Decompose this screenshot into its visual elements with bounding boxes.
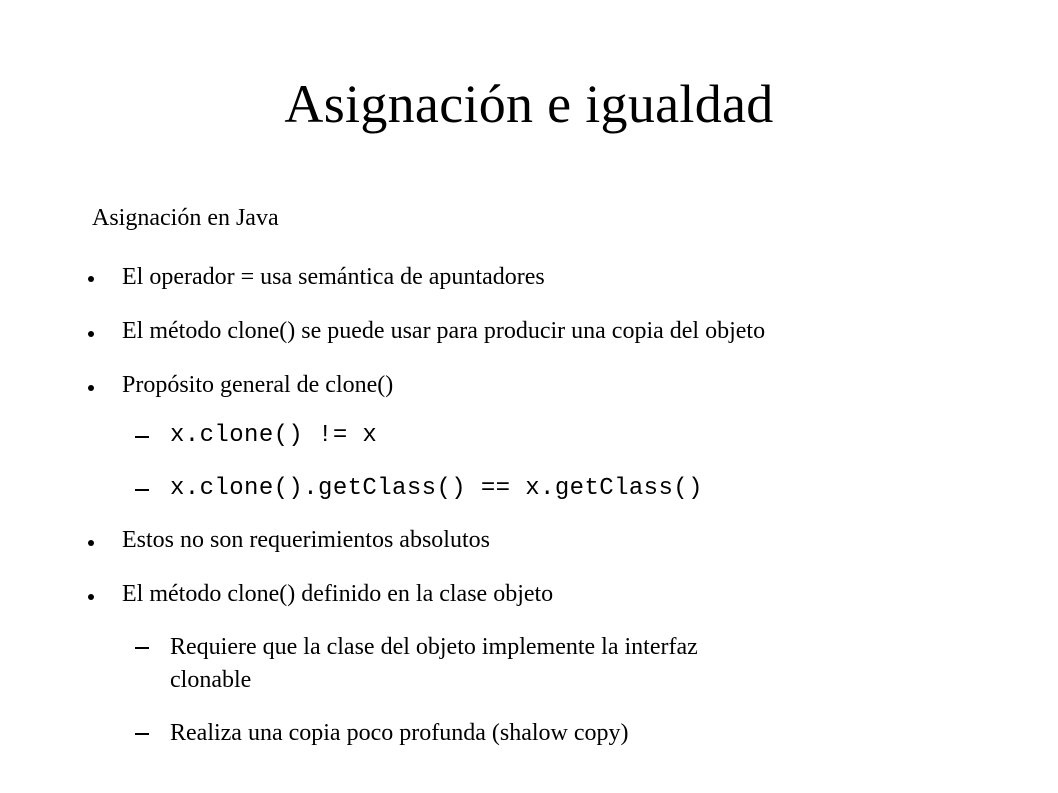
bullet-item: El operador = usa semántica de apuntadores <box>122 264 545 290</box>
bullet-icon <box>88 276 94 282</box>
dash-icon <box>135 647 149 649</box>
bullet-icon <box>88 594 94 600</box>
code-subitem: x.clone().getClass() == x.getClass() <box>170 475 703 502</box>
subitem-continuation: clonable <box>170 667 252 693</box>
dash-icon <box>135 436 149 438</box>
section-heading: Asignación en Java <box>92 205 279 231</box>
bullet-item: Propósito general de clone() <box>122 372 394 398</box>
subitem: Requiere que la clase del objeto implemente la interfaz <box>170 634 698 660</box>
bullet-item: Estos no son requerimientos absolutos <box>122 527 490 553</box>
bullet-icon <box>88 385 94 391</box>
code-subitem: x.clone() != x <box>170 422 378 449</box>
subitem: Realiza una copia poco profunda (shalow copy) <box>170 720 629 746</box>
dash-icon <box>135 489 149 491</box>
slide-title: Asignación e igualdad <box>284 74 774 134</box>
bullet-item: El método clone() se puede usar para producir una copia del objeto <box>122 318 766 344</box>
bullet-icon <box>88 540 94 546</box>
bullet-item: El método clone() definido en la clase objeto <box>122 581 554 607</box>
bullet-icon <box>88 331 94 337</box>
dash-icon <box>135 733 149 735</box>
